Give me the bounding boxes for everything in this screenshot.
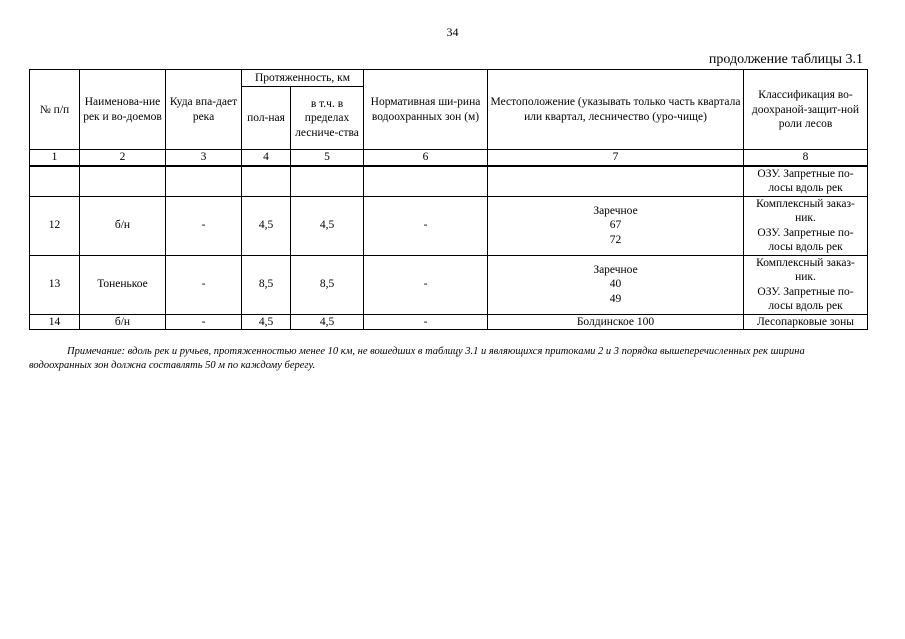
location-line: 49 [609,292,622,305]
cell-location [488,314,744,329]
location-line: Заречное [593,263,638,276]
column-number: 8 [744,150,868,166]
cell-length-full: 4,5 [242,314,291,329]
location-line: 72 [609,233,622,246]
column-number: 7 [488,150,744,166]
cell-length-full: 8,5 [242,255,291,314]
cell-name: б/н [80,196,166,255]
cell-flows-into: - [166,255,242,314]
column-number: 3 [166,150,242,166]
classification-line: лосы вдоль рек [768,240,843,253]
page-number: 34 [446,25,459,39]
classification-line: Комплексный заказ- [756,197,855,210]
header-location: Местоположение (указывать только часть квартала или квартал, лесничество (уро-чище) [488,70,744,150]
column-number: 1 [30,150,80,166]
water-zones-table [29,69,868,330]
table-continuation-title: продолжение таблицы 3.1 [708,52,863,67]
header-length-full: пол-ная [242,87,291,150]
location-line: 40 [609,278,622,291]
column-number: 4 [242,150,291,166]
table-note: Примечание: вдоль рек и ручьев, протяженностью менее 10 км, не вошедших в таблицу 3.1 и являющихся притоками 2 и 3 порядка вышеперечисленных рек ширина водоохранных зон должна составлять 50 м по каждому берегу. [29,346,805,371]
header-classification: Классификация во-доохраной-защит-ной роли лесов [744,70,868,150]
cell-zone-width: - [364,255,488,314]
classification-line: лосы вдоль рек [768,182,843,195]
header-zone-width: Нормативная ши-рина водоохранных зон (м) [364,70,488,150]
cell-zone-width: - [364,314,488,329]
cell-length-forestry: 4,5 [291,196,364,255]
classification-line: Лесопарковые зоны [757,315,854,328]
header-num: № п/п [30,70,80,150]
classification-line: Комплексный заказ- [756,256,855,269]
header-name: Наименова-ние рек и во-доемов [80,70,166,150]
cell-num [30,166,80,196]
header-flows-into: Куда впа-дает река [166,70,242,150]
cell-length-forestry: 8,5 [291,255,364,314]
cell-location [488,196,744,255]
cell-classification [744,166,868,196]
cell-flows-into: - [166,196,242,255]
table-row [30,255,868,314]
cell-location [488,255,744,314]
location-line: Заречное [593,204,638,217]
classification-line: ник. [795,271,816,284]
cell-classification [744,196,868,255]
column-numbers-row [30,150,868,166]
cell-flows-into [166,166,242,196]
cell-flows-into: - [166,314,242,329]
column-number: 6 [364,150,488,166]
cell-zone-width [364,166,488,196]
classification-line: ник. [795,212,816,225]
table-row [30,314,868,329]
classification-line: ОЗУ. Запретные по- [757,167,854,180]
column-number: 5 [291,150,364,166]
cell-num: 12 [30,196,80,255]
cell-location [488,166,744,196]
cell-num: 14 [30,314,80,329]
cell-length-forestry: 4,5 [291,314,364,329]
table-row [30,166,868,196]
cell-classification [744,314,868,329]
cell-zone-width: - [364,196,488,255]
classification-line: ОЗУ. Запретные по- [757,226,854,239]
cell-classification [744,255,868,314]
cell-length-full [242,166,291,196]
classification-line: лосы вдоль рек [768,299,843,312]
cell-name: Тоненькое [80,255,166,314]
header-length-group: Протяженность, км [242,70,364,87]
cell-name: б/н [80,314,166,329]
cell-num: 13 [30,255,80,314]
header-length-forestry: в т.ч. в пределах лесниче-ства [291,87,364,150]
classification-line: ОЗУ. Запретные по- [757,285,854,298]
column-number: 2 [80,150,166,166]
location-line: Болдинское 100 [576,315,655,328]
cell-length-forestry [291,166,364,196]
cell-length-full: 4,5 [242,196,291,255]
table-row [30,196,868,255]
location-line: 67 [609,219,622,232]
cell-name [80,166,166,196]
